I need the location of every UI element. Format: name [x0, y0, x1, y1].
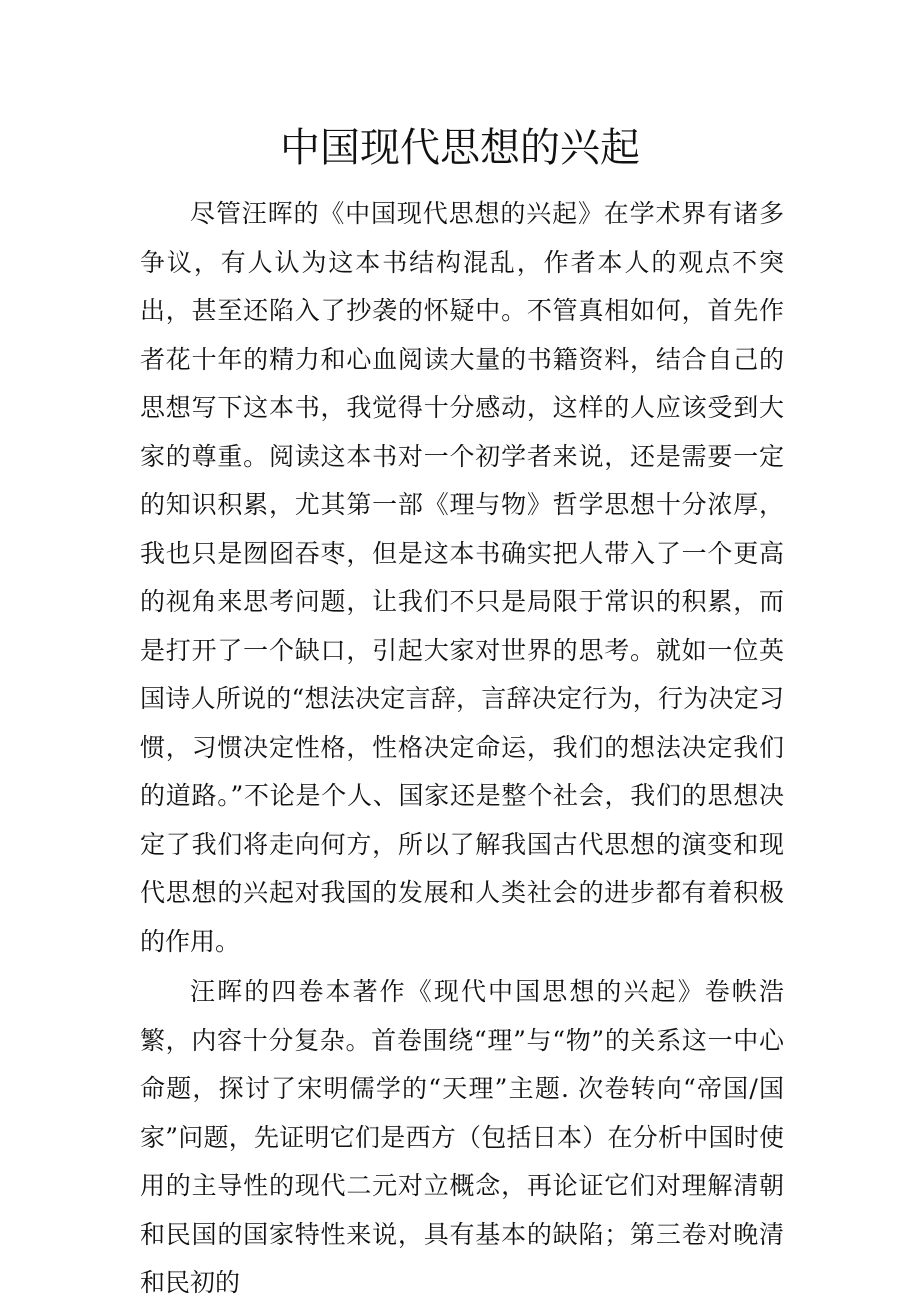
- paragraph-2: 汪晖的四卷本著作《现代中国思想的兴起》卷帙浩繁，内容十分复杂。首卷围绕“理”与“物”的关系这一中心命题，探讨了宋明儒学的“天理”主题. 次卷转向“帝国/国家”问题，先证明它们是西方（包括日本）在分析中国时使用的主导性的现代二元对立概念，再论证它们对理解清朝和民国的国家特性来说，具有基本的缺陷；第三卷对晚清和民初的: [140, 977, 784, 1297]
- document-body: [140, 190, 784, 1302]
- paragraph-1: 尽管汪晖的《中国现代思想的兴起》在学术界有诸多争议，有人认为这本书结构混乱，作者本人的观点不突出，甚至还陷入了抄袭的怀疑中。不管真相如何，首先作者花十年的精力和心血阅读大量的书籍资料，结合自己的思想写下这本书，我觉得十分感动，这样的人应该受到大家的尊重。阅读这本书对一个初学者来说，还是需要一定的知识积累，尤其第一部《理与物》哲学思想十分浓厚，我也只是囫囵吞枣，但是这本书确实把人带入了一个更高的视角来思考问题，让我们不只是局限于常识的积累，而是打开了一个缺口，引起大家对世界的思考。就如一位英国诗人所说的“想法决定言辞，言辞决定行为，行为决定习惯，习惯决定性格，性格决定命运，我们的想法决定我们的道路。”不论是个人、国家还是整个社会，我们的思想决定了我们将走向何方，所以了解我国古代思想的演变和现代思想的兴起对我国的发展和人类社会的进步都有着积极的作用。: [140, 199, 784, 956]
- document-title: 中国现代思想的兴起: [280, 125, 640, 171]
